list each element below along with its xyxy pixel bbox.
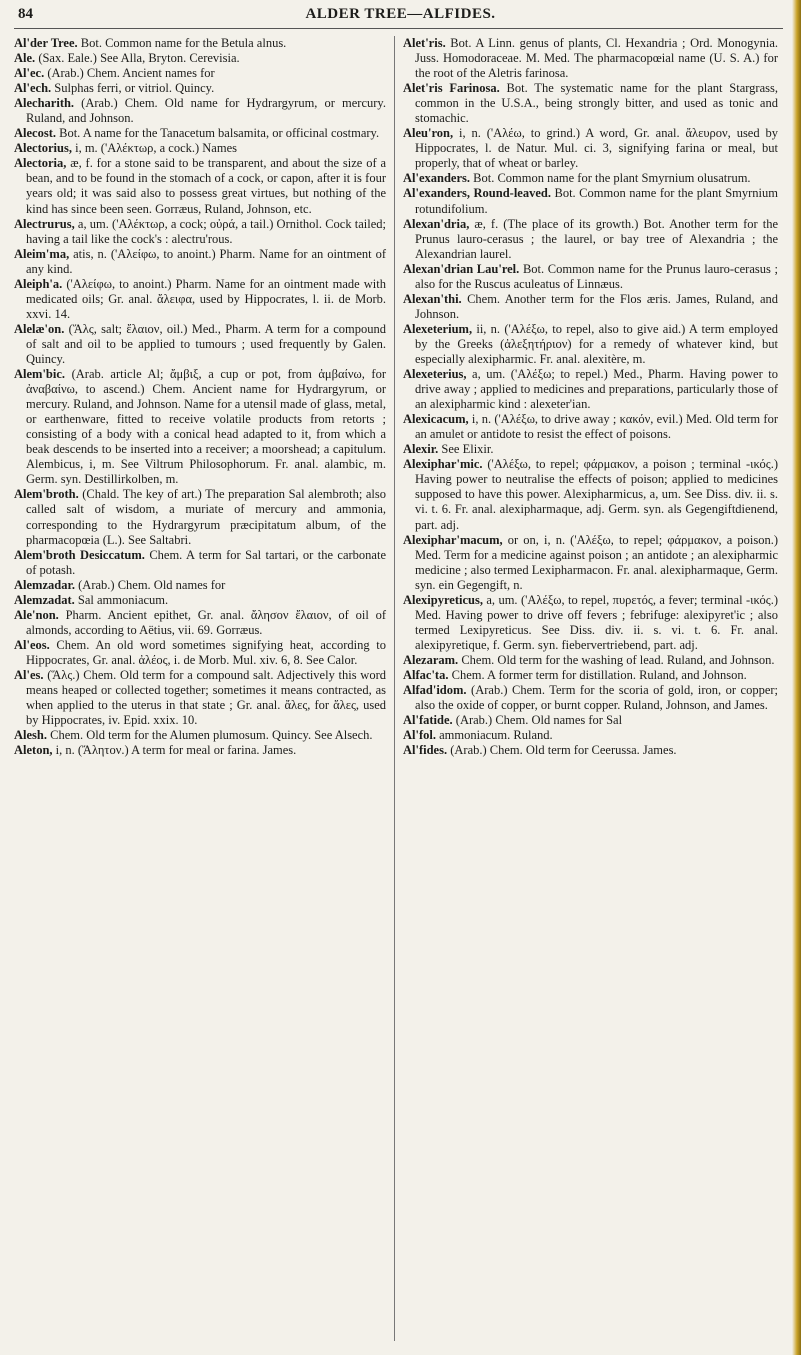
entry-headword: Aleu'ron, <box>403 126 454 141</box>
entry-headword: Alesh. <box>14 728 47 743</box>
dictionary-entry <box>14 141 386 156</box>
dictionary-entry <box>14 36 386 51</box>
entry-definition: Chem. Old term for the washing of lead. Ruland, and Johnson. <box>458 652 775 667</box>
dictionary-entry <box>14 728 386 743</box>
entry-headword: Alemzadar. <box>14 577 75 592</box>
entry-headword: Alexeterius, <box>403 367 467 382</box>
header-rule <box>14 28 783 29</box>
entry-definition: a, um. ('Αλέκτωρ, a cock; οὐρά, a tail.) Ornithol. Cock tailed; having a tail like the cock's : alectru'rous. <box>26 216 386 246</box>
entry-headword: Alexiphar'macum, <box>403 532 503 547</box>
dictionary-entry <box>14 66 386 81</box>
dictionary-entry <box>14 578 386 593</box>
dictionary-entry <box>403 713 778 728</box>
entry-definition: i, n. ('Αλέω, to grind.) A word, Gr. anal. ἄλευρον, used by Hippocrates, l. de Natur. Mul. ci. 3, signifying farina or meal, but properly, that of wheat or barley. <box>415 126 778 171</box>
dictionary-entry <box>403 533 778 593</box>
entry-definition: See Elixir. <box>438 442 494 457</box>
entry-headword: Al'es. <box>14 667 44 682</box>
page-number: 84 <box>18 6 33 22</box>
entry-headword: Al'fatide. <box>403 713 453 728</box>
dictionary-entry <box>403 728 778 743</box>
dictionary-entry <box>403 217 778 262</box>
entry-headword: Aleim'ma, <box>14 246 70 261</box>
entry-headword: Al'ec. <box>14 66 45 81</box>
dictionary-entry <box>14 367 386 487</box>
entry-definition: i, n. (Ἄλητον.) A term for meal or farina. James. <box>52 743 297 758</box>
dictionary-entry <box>403 292 778 322</box>
entry-headword: Alem'broth. <box>14 487 79 502</box>
entry-definition: æ, f. for a stone said to be transparent, and about the size of a bean, and to be found in the stomach of a cock, or capon, after it is four years old; it was said also to possess great virtues, but nothing of the kind has since been seen. Gorræus, Ruland, Johnson, etc. <box>26 156 386 216</box>
entry-definition: Chem. Another term for the Flos æris. James, Ruland, and Johnson. <box>415 291 778 321</box>
entry-definition: (Chald. The key of art.) The preparation Sal alembroth; also called salt of wisdom, a muriate of mercury and ammonia, corresponding to the Hydrargyrum præcipitatum album, of the pharmacopœia (L.). See Saltabri. <box>26 487 386 547</box>
entry-definition: Sal ammoniacum. <box>74 592 169 607</box>
dictionary-entry <box>14 247 386 277</box>
page-header <box>0 0 801 30</box>
dictionary-entry <box>14 638 386 668</box>
dictionary-entry <box>403 457 778 532</box>
entry-headword: Ale'non. <box>14 607 59 622</box>
entry-headword: Alectorius, <box>14 141 72 156</box>
entry-headword: Alet'ris Farinosa. <box>403 81 500 96</box>
entry-definition: Bot. Common name for the plant Smyrnium rotundifolium. <box>415 186 778 216</box>
dictionary-entry <box>403 126 778 171</box>
entry-definition: (Arab.) Chem. Old names for <box>75 577 226 592</box>
entry-definition: Bot. Common name for the Prunus lauro-cerasus ; also for the Ruscus aculeatus of Linnæus. <box>415 261 779 291</box>
dictionary-entry <box>403 367 778 412</box>
entry-definition: ('Αλέξω, to repel; φάρμακον, a poison ; terminal -ικός.) Having power to neutralise the effects of poison; applied to medicines supposed to have this power. Alexipharmicus, a, um. See Diss. div. ii. s. vi. t. 6. Fr. anal. alexipharmaque, adj. Germ. syn. als Gegengiftdienend, part. adj. <box>415 457 778 532</box>
entry-headword: Alexeterium, <box>403 321 473 336</box>
dictionary-entry <box>14 593 386 608</box>
entry-definition: Chem. Old term for the Alumen plumosum. Quincy. See Alsech. <box>47 728 373 743</box>
entry-headword: Al'exanders. <box>403 171 471 186</box>
entry-headword: Alemzadat. <box>14 592 75 607</box>
entry-definition: i, m. ('Αλέκτωρ, a cock.) Names <box>71 141 237 156</box>
entry-headword: Alezaram. <box>403 652 459 667</box>
entry-headword: Aleton, <box>14 743 53 758</box>
entry-headword: Alfad'idom. <box>403 683 467 698</box>
entry-headword: Al'fol. <box>403 728 436 743</box>
entry-headword: Alexipyreticus, <box>403 592 483 607</box>
entry-headword: Alexan'thi. <box>403 291 462 306</box>
right-column <box>403 36 778 758</box>
dictionary-entry <box>403 668 778 683</box>
dictionary-entry <box>403 743 778 758</box>
entry-definition: ii, n. ('Αλέξω, to repel, also to give aid.) A term employed by the Greeks (ἀλεξητήριον) for a remedy of whatever kind, but especially alexipharmic. Fr. anal. alexitère, m. <box>415 321 778 366</box>
dictionary-entry <box>403 653 778 668</box>
dictionary-entry <box>14 608 386 638</box>
entry-definition: Pharm. Ancient epithet, Gr. anal. ἄλησον ἔλαιον, of oil of almonds, according to Aëtius, vii. 69. Gorræus. <box>26 607 386 637</box>
page-edge <box>792 0 801 1355</box>
entry-headword: Alelæ'on. <box>14 321 65 336</box>
entry-headword: Alexan'drian Lau'rel. <box>403 261 520 276</box>
entry-definition: æ, f. (The place of its growth.) Bot. Another term for the Prunus lauro-cerasus ; the laurel, or bay tree of Alexandria ; the Alexandrian laurel. <box>415 216 778 261</box>
entry-headword: Alectrurus, <box>14 216 75 231</box>
dictionary-entry <box>403 186 778 216</box>
entry-definition: (Ἅλς, salt; ἔλαιον, oil.) Med., Pharm. A term for a compound of salt and oil to be applied to tumours ; used frequently by Galen. Quincy. <box>26 321 386 366</box>
entry-definition: Sulphas ferri, or vitriol. Quincy. <box>51 81 215 96</box>
entry-headword: Alexan'dria, <box>403 216 470 231</box>
entry-definition: (Arab.) Chem. Ancient names for <box>44 66 215 81</box>
entry-definition: Bot. Common name for the plant Smyrnium olusatrum. <box>470 171 751 186</box>
entry-headword: Aleiph'a. <box>14 276 63 291</box>
dictionary-entry <box>14 668 386 728</box>
dictionary-entry <box>403 171 778 186</box>
dictionary-entry <box>14 126 386 141</box>
entry-headword: Alexiphar'mic. <box>403 457 483 472</box>
entry-definition: Chem. An old word sometimes signifying heat, according to Hippocrates, Gr. anal. ἀλέος, i. de Morb. Mul. xiv. 6, 8. See Calor. <box>26 637 386 667</box>
entry-headword: Alexir. <box>403 442 439 457</box>
dictionary-entry <box>403 36 778 81</box>
dictionary-entry <box>403 683 778 713</box>
entry-definition: i, n. ('Αλέξω, to drive away ; κακόν, evil.) Med. Old term for an amulet or antidote to resist the effect of poisons. <box>415 412 778 442</box>
dictionary-entry <box>14 487 386 547</box>
entry-headword: Al'exanders, Round-leaved. <box>403 186 551 201</box>
dictionary-entry <box>14 81 386 96</box>
entry-definition: (Arab.) Chem. Old name for Hydrargyrum, or mercury. Ruland, and Johnson. <box>26 96 386 126</box>
dictionary-entry <box>403 442 778 457</box>
entry-definition: atis, n. ('Αλείφω, to anoint.) Pharm. Name for an ointment of any kind. <box>26 246 386 276</box>
dictionary-entry <box>14 548 386 578</box>
entry-definition: (Arab.) Chem. Old term for Ceerussa. James. <box>447 743 677 758</box>
entry-headword: Alectoria, <box>14 156 67 171</box>
dictionary-entry <box>14 96 386 126</box>
entry-definition: Bot. The systematic name for the plant Stargrass, common in the U.S.A., being strongly bitter, and used as tonic and stomachic. <box>415 81 778 126</box>
entry-headword: Alecost. <box>14 126 56 141</box>
entry-headword: Alem'broth Desiccatum. <box>14 547 145 562</box>
dictionary-entry <box>14 743 386 758</box>
dictionary-entry <box>14 217 386 247</box>
entry-headword: Alfac'ta. <box>403 667 449 682</box>
entry-headword: Alexicacum, <box>403 412 469 427</box>
dictionary-entry <box>403 322 778 367</box>
dictionary-entry <box>14 51 386 66</box>
entry-headword: Ale. <box>14 51 36 66</box>
entry-definition: (Arab. article Al; ἄμβιξ, a cup or pot, from ἀμβαίνω, for ἀναβαίνω, to ascend.) Chem. Ancient name for Hydrargyrum, or mercury. Ruland, and Johnson. Name for a utensil made of glass, metal, or earthenware, fitted to receive volatile products from retorts ; consisting of a body with a conical head adapted to it, from which a beak descends to be inserted into a receiver; a moorshead; a capitulum. Alembicus, i, m. See Viltrum Philosophorum. Fr. anal. alambic, m. Germ. syn. Destillirkolben, m. <box>26 367 386 487</box>
entry-definition: Bot. A name for the Tanacetum balsamita, or officinal costmary. <box>56 126 380 141</box>
entry-definition: or on, i, n. ('Αλέξω, to repel; φάρμακον, a poison.) Med. Term for a medicine against poison ; an antidote ; an alexipharmic medicine ; also termed Lexipharmacon. Fr. anal. alexipharmaque, Germ. syn. ein Gegengift, n. <box>415 532 778 592</box>
entry-headword: Alet'ris. <box>403 36 446 50</box>
entry-headword: Al'der Tree. <box>14 36 78 50</box>
entry-definition: Chem. A term for Sal tartari, or the carbonate of potash. <box>26 547 387 577</box>
entry-headword: Al'fides. <box>403 743 448 758</box>
entry-headword: Al'ech. <box>14 81 52 96</box>
dictionary-entry <box>403 593 778 653</box>
running-head: ALDER TREE—ALFIDES. <box>305 6 496 22</box>
entry-definition: (Arab.) Chem. Old names for Sal <box>452 713 623 728</box>
entry-definition: a, um. ('Αλέξω; to repel.) Med., Pharm. Having power to drive away ; applied to medicines and preparations, particularly those of an alexipharmic kind : alexeter'ian. <box>415 367 778 412</box>
entry-definition: (Arab.) Chem. Term for the scoria of gold, iron, or copper; also the oxide of copper, or burnt copper. Ruland, Johnson, and James. <box>415 683 778 713</box>
entry-definition: ('Αλείφω, to anoint.) Pharm. Name for an ointment made with medicated oils; Gr. anal. ἄλειφα, used by Hippocrates, l. ii. de Morb. xxvi. 14. <box>26 276 386 321</box>
entry-headword: Alecharith. <box>14 96 75 111</box>
left-column <box>14 36 386 758</box>
entry-headword: Alem'bic. <box>14 367 66 382</box>
entry-definition: (Ἅλς.) Chem. Old term for a compound salt. Adjectively this word means heaped or collected together; sometimes it means contracted, as when applied to the uterus in that state ; Gr. anal. ἄλες, for ἅλες, used by Hippocrates, iv. Epid. xxix. 10. <box>26 667 386 728</box>
dictionary-entry <box>403 81 778 126</box>
dictionary-entry <box>14 322 386 367</box>
entry-definition: a, um. ('Αλέξω, to repel, πυρετός, a fever; terminal -ικός.) Med. Having power to drive off fevers ; febrifuge: alexipyret'ic ; also termed Lexipyreticus. See Diss. div. ii. s. vi. t. 6. Fr. anal. alexipyretique, f. Germ. syn. fiebervertriebend, part. adj. <box>415 592 778 652</box>
entry-definition: (Sax. Eale.) See Alla, Bryton. Cerevisia. <box>35 51 240 66</box>
dictionary-entry <box>403 262 778 292</box>
entry-definition: Bot. Common name for the Betula alnus. <box>77 36 287 50</box>
entry-definition: Bot. A Linn. genus of plants, Cl. Hexandria ; Ord. Monogynia. Juss. Homodoraceae. M. Med. The pharmacopœial name (U. S. A.) for the root of the Aletris farinosa. <box>415 36 778 81</box>
dictionary-entry <box>14 156 386 216</box>
dictionary-entry <box>14 277 386 322</box>
entry-headword: Al'eos. <box>14 637 50 652</box>
dictionary-entry <box>403 412 778 442</box>
column-divider <box>394 36 395 1341</box>
entry-definition: ammoniacum. Ruland. <box>435 728 553 743</box>
entry-definition: Chem. A former term for distillation. Ruland, and Johnson. <box>448 667 747 682</box>
